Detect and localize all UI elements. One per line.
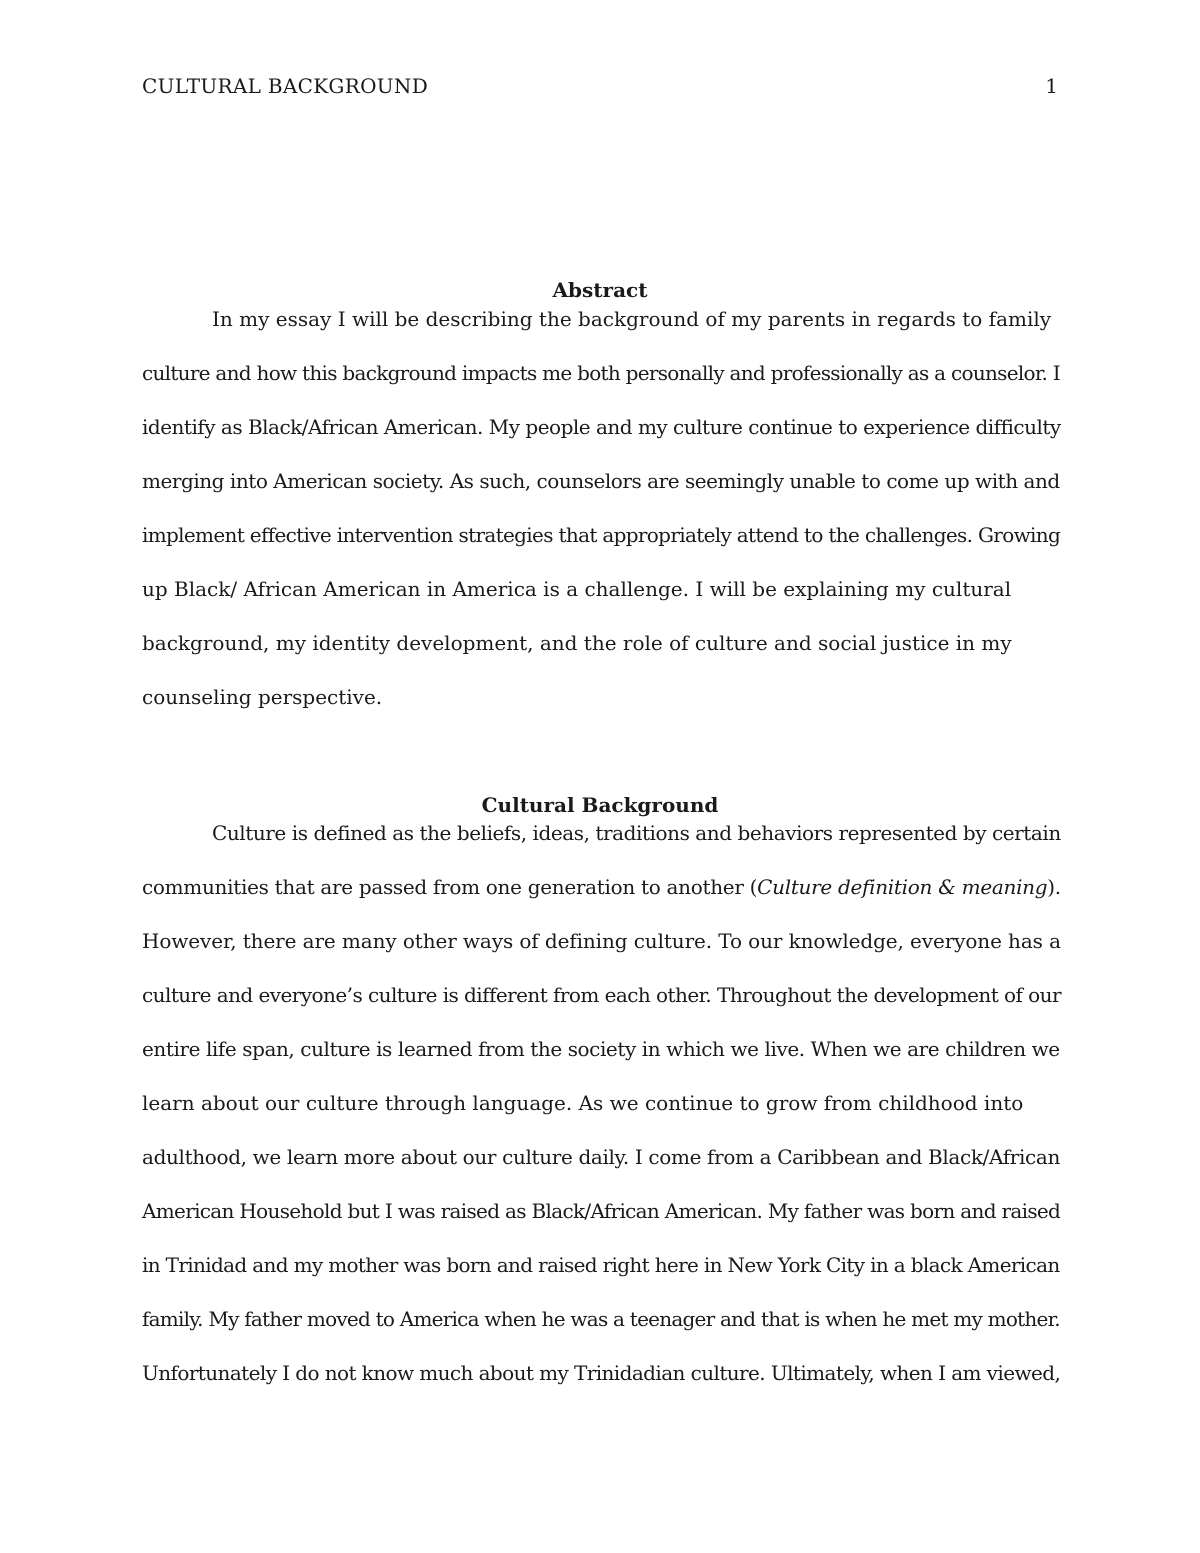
body-line: adulthood, we learn more about our culture daily. I come from a Caribbean and Black/African — [142, 1145, 1060, 1169]
abstract-heading: Abstract — [552, 278, 648, 302]
citation-title: Culture definition & meaning — [757, 875, 1048, 899]
body-line: culture and everyone’s culture is different from each other. Throughout the development of our — [142, 983, 1061, 1007]
citation-prefix: communities that are passed from one generation to another ( — [142, 875, 758, 899]
body-line: learn about our culture through language. As we continue to grow from childhood into — [142, 1091, 1024, 1115]
body-line-with-citation — [142, 873, 1061, 901]
running-head: CULTURAL BACKGROUND — [142, 74, 429, 98]
abstract-line: identify as Black/African American. My people and my culture continue to experience difficulty — [142, 415, 1061, 439]
abstract-line: up Black/ African American in America is a challenge. I will be explaining my cultural — [142, 577, 1012, 601]
body-line: However, there are many other ways of defining culture. To our knowledge, everyone has a — [142, 929, 1061, 953]
body-line: family. My father moved to America when he was a teenager and that is when he met my mother. — [142, 1307, 1060, 1331]
abstract-line: culture and how this background impacts me both personally and professionally as a counselor. I — [142, 361, 1060, 385]
abstract-line: background, my identity development, and the role of culture and social justice in my — [142, 631, 1012, 655]
page-number: 1 — [1045, 74, 1058, 98]
abstract-line: implement effective intervention strategies that appropriately attend to the challenges. Growing — [142, 523, 1061, 547]
abstract-line: merging into American society. As such, counselors are seemingly unable to come up with and — [142, 469, 1060, 493]
body-line: entire life span, culture is learned from the society in which we live. When we are children we — [142, 1037, 1060, 1061]
abstract-line: In my essay I will be describing the background of my parents in regards to family — [212, 307, 1052, 331]
cultural-background-heading: Cultural Background — [481, 793, 719, 817]
abstract-line: counseling perspective. — [142, 685, 383, 709]
body-line: Unfortunately I do not know much about my Trinidadian culture. Ultimately, when I am viewed, — [142, 1361, 1061, 1385]
body-line: in Trinidad and my mother was born and raised right here in New York City in a black American — [142, 1253, 1060, 1277]
body-line: American Household but I was raised as Black/African American. My father was born and raised — [142, 1199, 1061, 1223]
citation-suffix: ). — [1047, 875, 1061, 899]
body-line: Culture is defined as the beliefs, ideas, traditions and behaviors represented by certain — [212, 821, 1061, 845]
